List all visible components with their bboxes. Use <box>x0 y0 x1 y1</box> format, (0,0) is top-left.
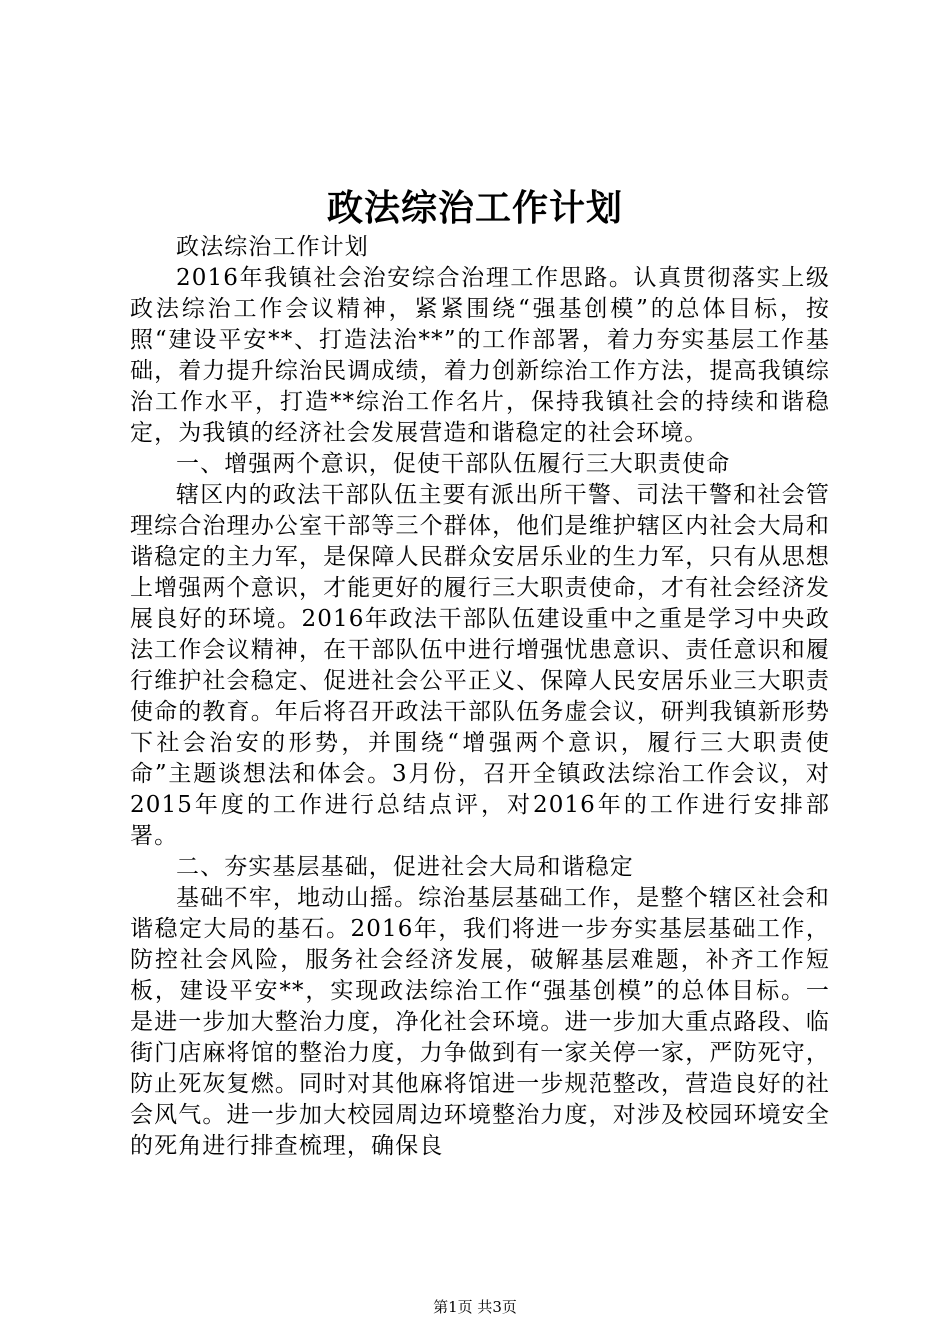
section-heading-2: 二、夯实基层基础，促进社会大局和谐稳定 <box>176 854 634 880</box>
page-footer: 第1页 共3页 <box>433 1298 517 1316</box>
section-1-paragraph: 辖区内的政法干部队伍主要有派出所干警、司法干警和社会管理综合治理办公室干部等三个群体，他们是维护辖区内社会大局和谐稳定的主力军，是保障人民群众安居乐业的生力军，只有从思想上增强两个意识，才能更好的履行三大职责使命，才有社会经济发展良好的环境。2016年政法干部队伍建设重中之重是学习中央政法工作会议精神，在干部队伍中进行增强忧患意识、责任意识和履行维护社会稳定、促进社会公平正义、保障人民安居乐业三大职责使命的教育。年后将召开政法干部队伍务虚会议，研判我镇新形势下社会治安的形势，并围绕“增强两个意识，履行三大职责使命”主题谈想法和体会。3月份，召开全镇政法综治工作会议，对2015年度的工作进行总结点评，对2016年的工作进行安排部署。 <box>130 482 830 849</box>
document-body <box>130 232 830 1162</box>
subtitle-paragraph: 政法综治工作计划 <box>176 234 369 260</box>
section-heading-1: 一、增强两个意识，促使干部队伍履行三大职责使命 <box>176 451 731 477</box>
document-title: 政法综治工作计划 <box>326 187 623 229</box>
section-2-paragraph: 基础不牢，地动山摇。综治基层基础工作，是整个辖区社会和谐稳定大局的基石。2016年，我们将进一步夯实基层基础工作，防控社会风险，服务社会经济发展，破解基层难题，补齐工作短板，建设平安**，实现政法综治工作“强基创模”的总体目标。一是进一步加大整治力度，净化社会环境。进一步加大重点路段、临街门店麻将馆的整治力度，力争做到有一家关停一家，严防死守，防止死灰复燃。同时对其他麻将馆进一步规范整改，营造良好的社会风气。进一步加大校园周边环境整治力度，对涉及校园环境安全的死角进行排查梳理，确保良 <box>130 885 830 1159</box>
intro-paragraph: 2016年我镇社会治安综合治理工作思路。认真贯彻落实上级政法综治工作会议精神，紧紧围绕“强基创模”的总体目标，按照“建设平安**、打造法治**”的工作部署，着力夯实基层工作基础，着力提升综治民调成绩，着力创新综治工作方法，提高我镇综治工作水平，打造**综治工作名片，保持我镇社会的持续和谐稳定，为我镇的经济社会发展营造和谐稳定的社会环境。 <box>130 265 830 446</box>
